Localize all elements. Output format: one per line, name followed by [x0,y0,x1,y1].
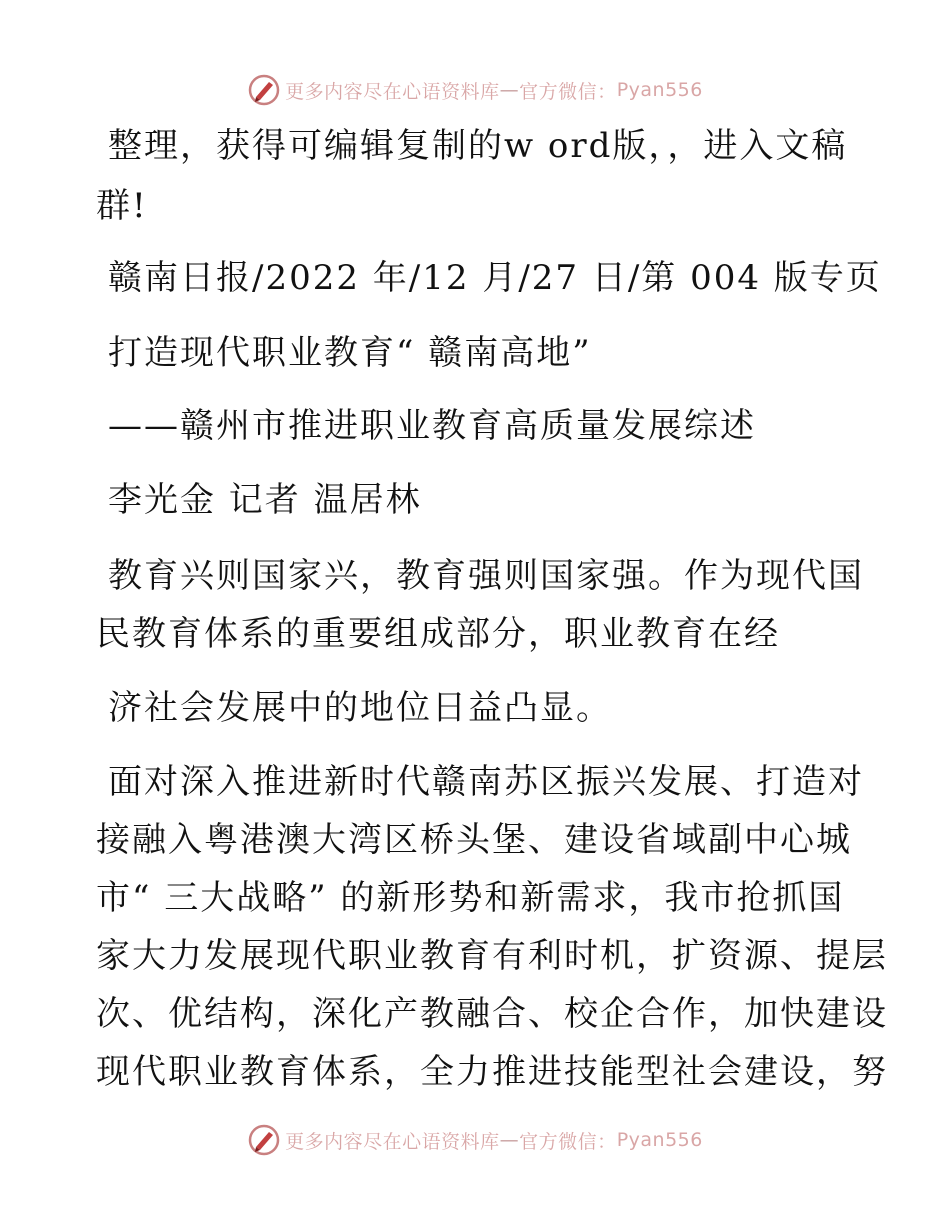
watermark-label: 官方微信： [519,80,617,103]
watermark-brand: 更多内容尽在心语资料库 [285,1130,500,1153]
publication-info: 赣南日报/2022 年/12 月/27 日/第 004 版专页 [108,258,882,298]
article-title: 打造现代职业教育“ 赣南高地” [108,333,592,373]
paragraph-line: 群! [96,186,148,226]
paragraph-line: 整理，获得可编辑复制的w ord版，，进入文稿 [108,126,848,166]
paragraph-line: 市“ 三大战略” 的新形势和新需求，我市抢抓国 [96,878,845,918]
article-subtitle: ——赣州市推进职业教育高质量发展综述 [108,406,756,446]
watermark-wechat-id: Pyan556 [616,79,703,101]
watermark-separator: — [499,79,520,101]
watermark-wechat-id: Pyan556 [616,1129,703,1151]
paragraph-line: 民教育体系的重要组成部分，职业教育在经 [96,614,780,654]
paragraph-line: 现代职业教育体系，全力推进技能型社会建设，努 [96,1052,888,1092]
paragraph-line: 面对深入推进新时代赣南苏区振兴发展、打造对 [108,762,864,802]
paragraph-line: 次、优结构，深化产教融合、校企合作，加快建设 [96,994,888,1034]
article-authors: 李光金 记者 温居林 [108,480,422,520]
ink-pen-logo-icon [247,1123,281,1157]
watermark-brand: 更多内容尽在心语资料库 [285,80,500,103]
paragraph-line: 家大力发展现代职业教育有利时机，扩资源、提层 [96,936,888,976]
paragraph-line: 接融入粤港澳大湾区桥头堡、建设省域副中心城 [96,820,852,860]
watermark-label: 官方微信： [519,1130,617,1153]
watermark-separator: — [499,1129,520,1151]
paragraph-line: 教育兴则国家兴，教育强则国家强。作为现代国 [108,556,864,596]
paragraph-line: 济社会发展中的地位日益凸显。 [108,688,612,728]
footer-watermark [0,1120,950,1160]
